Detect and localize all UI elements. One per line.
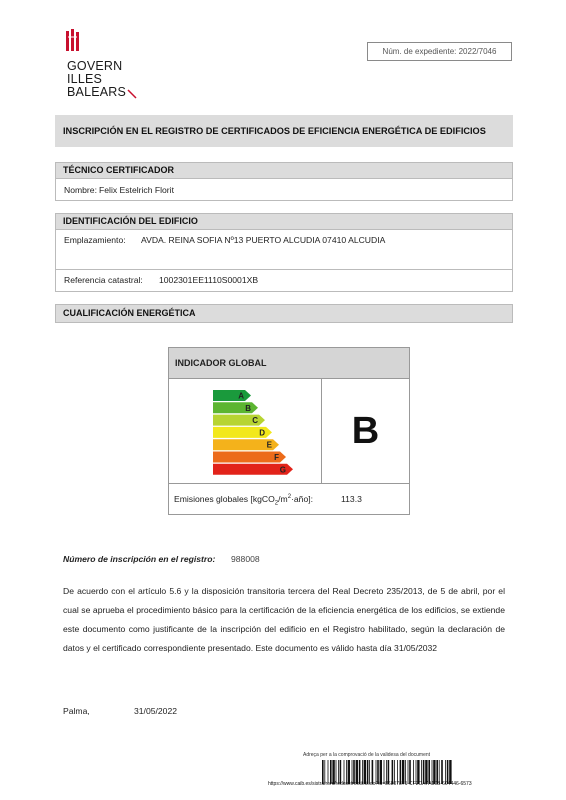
location-label: Emplazamiento: bbox=[64, 235, 126, 245]
energy-band-label-e: E bbox=[266, 440, 272, 450]
indicator-hline bbox=[169, 483, 409, 484]
edificio-heading: IDENTIFICACIÓN DEL EDIFICIO bbox=[55, 213, 513, 230]
emissions-label-pre: Emisiones globales [kgCO bbox=[174, 494, 275, 504]
justification-paragraph: De acuerdo con el artículo 5.6 y la disposición transitoria tercera del Real Decreto 235/2013, de 5 de abril, por el cual se aprueba el procedimiento básico para la certificación de la eficiencia energética de los edificios, se extiende este documento como justificante de la inscripción del edificio en el Registro habilitado, según la declaración de datos y el certificado correspondiente presentado. Este documento es válido hasta día 31/05/2032 bbox=[63, 586, 505, 653]
cadastral-label: Referencia catastral: bbox=[64, 275, 143, 285]
edificio-body bbox=[55, 230, 513, 292]
verification-url: https://www.caib.es/sistrafront/redosefront/init.do?id=86807871-CF2CA7A10B-604446-6573 bbox=[268, 781, 472, 787]
energy-band-label-c: C bbox=[252, 416, 258, 426]
edificio-divider bbox=[56, 269, 512, 270]
emissions-label-mid: /m bbox=[278, 494, 288, 504]
logo-line-1: GOVERN bbox=[67, 59, 123, 73]
emissions-sup: 2 bbox=[287, 494, 292, 501]
energy-scale-chart bbox=[213, 390, 299, 478]
emissions-value: 113.3 bbox=[341, 494, 362, 504]
registro-value: 988008 bbox=[231, 554, 260, 564]
tecnico-name-label: Nombre: bbox=[64, 185, 97, 195]
emissions-label bbox=[174, 494, 313, 507]
document-title: INSCRIPCIÓN EN EL REGISTRO DE CERTIFICADOS DE EFICIENCIA ENERGÉTICA DE EDIFICIOS bbox=[55, 115, 513, 147]
emissions-sub: 2 bbox=[274, 500, 279, 507]
energy-band-label-g: G bbox=[279, 465, 286, 475]
registro-label: Número de inscripción en el registro: bbox=[63, 554, 216, 564]
expedient-box bbox=[367, 42, 512, 61]
place-text: Palma, bbox=[63, 706, 90, 716]
indicator-global-box bbox=[168, 347, 410, 515]
energy-band-label-f: F bbox=[274, 453, 279, 462]
tecnico-name-value: Felix Estelrich Florit bbox=[99, 185, 174, 195]
energy-band-a bbox=[213, 390, 251, 401]
energy-band-label-b: B bbox=[245, 403, 251, 413]
energy-band-label-d: D bbox=[259, 428, 265, 438]
expedient-label: Núm. de expediente: bbox=[382, 47, 457, 56]
verification-note: Adreça per a la comprovació de la validesa del document bbox=[303, 752, 431, 758]
cadastral-value: 1002301EE1110S0001XB bbox=[159, 275, 259, 285]
logo-slash-icon bbox=[127, 89, 137, 99]
location-value: AVDA. REINA SOFIA Nº13 PUERTO ALCUDIA 07410 ALCUDIA bbox=[141, 235, 386, 245]
date-text: 31/05/2022 bbox=[134, 706, 178, 716]
cualificacion-heading: CUALIFICACIÓN ENERGÉTICA bbox=[55, 304, 513, 323]
energy-band-label-a: A bbox=[238, 391, 244, 401]
logo-line-3: BALEARS bbox=[67, 85, 127, 99]
govern-logo-text bbox=[67, 60, 126, 99]
emissions-label-post: ·año]: bbox=[291, 494, 314, 504]
energy-band-b bbox=[213, 402, 258, 413]
logo-line-2: ILLES bbox=[67, 72, 103, 86]
expedient-value: 2022/7046 bbox=[458, 47, 497, 56]
tecnico-heading: TÉCNICO CERTIFICADOR bbox=[55, 162, 513, 179]
tecnico-body bbox=[55, 179, 513, 201]
indicator-heading: INDICADOR GLOBAL bbox=[169, 348, 409, 379]
energy-rating-letter: B bbox=[351, 410, 380, 452]
govern-logo-icon bbox=[66, 29, 79, 51]
